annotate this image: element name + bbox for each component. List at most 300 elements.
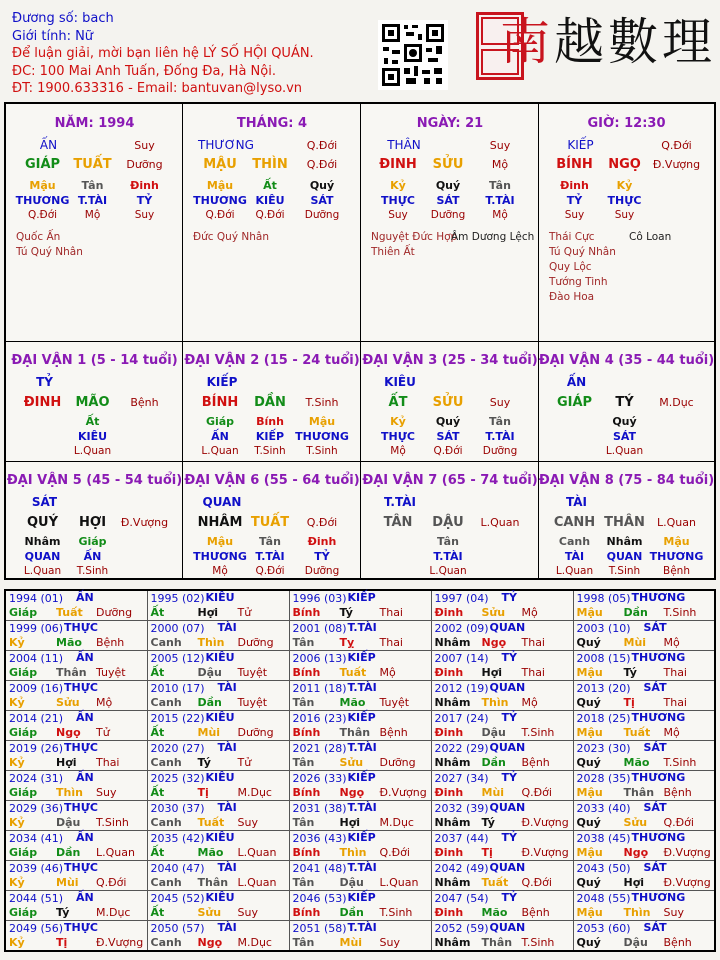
hidden-phase: Mộ <box>212 565 228 577</box>
year-cell <box>431 831 573 861</box>
table-row <box>5 771 715 801</box>
year-ten-god: THỰC <box>64 861 98 874</box>
earthly-branch: HỢI <box>78 515 107 530</box>
year-stem: Giáp <box>9 666 38 679</box>
phase: Q.Đới <box>306 158 338 171</box>
year-cell-content <box>290 831 431 860</box>
year-stem: Kỷ <box>9 696 25 709</box>
year-cell <box>573 651 715 681</box>
hidden-phase: L.Quan <box>555 565 594 577</box>
year-stem: Ất <box>150 666 165 679</box>
year-cell <box>431 621 573 651</box>
hidden-stem: Mậu <box>206 179 234 192</box>
hidden-phase: L.Quan <box>23 565 62 577</box>
hidden-god: THƯƠNG <box>295 430 349 443</box>
ten-god: TÀI <box>565 495 588 509</box>
hidden-god: QUAN <box>24 550 61 563</box>
year-ten-god: SÁT <box>643 801 667 814</box>
hidden-god: SÁT <box>436 430 460 443</box>
phase: Suy <box>489 139 511 152</box>
hidden-stem: Kỷ <box>390 179 406 192</box>
table-row <box>5 831 715 861</box>
year-branch: Tuất <box>56 606 83 619</box>
year-cell-content <box>6 621 147 650</box>
year-ten-god: KIÊU <box>205 891 235 904</box>
year-stem: Canh <box>150 696 182 709</box>
year-phase: Dưỡng <box>237 726 274 739</box>
star: Cô Loan <box>629 231 672 243</box>
hidden-god: THƯƠNG <box>193 194 247 207</box>
dai-van-cell <box>183 342 361 462</box>
earthly-branch: MÃO <box>75 395 110 410</box>
year-ten-god: THỰC <box>64 681 98 694</box>
year-cell <box>5 831 147 861</box>
table-row <box>5 921 715 952</box>
year-phase: Tuyệt <box>237 666 268 679</box>
qr-code-icon[interactable] <box>378 20 448 90</box>
year-stem: Bính <box>292 846 321 859</box>
year-stem: Ất <box>150 786 165 799</box>
year-cell-content <box>6 771 147 800</box>
year-stem: Giáp <box>9 726 38 739</box>
hidden-phase: Q.Đới <box>205 209 235 221</box>
year-phase: Suy <box>96 786 117 799</box>
year-phase: Q.Đới <box>663 816 694 829</box>
year-cell <box>431 891 573 921</box>
year-stem: Quý <box>576 756 601 769</box>
year-ten-god: KIÊU <box>205 771 235 784</box>
year-stem: Kỷ <box>9 816 25 829</box>
annual-table <box>4 589 716 952</box>
year-cell <box>289 741 431 771</box>
year-phase: L.Quan <box>96 846 135 859</box>
dai-van-title: ĐẠI VẬN 7 (65 - 74 tuổi) <box>362 473 538 488</box>
year-branch: Thìn <box>623 906 651 919</box>
year-cell <box>431 921 573 952</box>
phase: Suy <box>489 396 511 409</box>
ten-god: TỶ <box>36 375 53 389</box>
year-cell-content <box>574 681 715 710</box>
year-cell-content <box>148 891 289 920</box>
year-cell <box>573 921 715 952</box>
year-stem: Kỷ <box>9 936 25 949</box>
ten-god: KIẾP <box>567 138 594 152</box>
year-cell <box>573 590 715 621</box>
hidden-phase: L.Quan <box>73 445 112 457</box>
phase: Bệnh <box>130 396 159 409</box>
year-cell <box>573 711 715 741</box>
year-cell-content <box>290 891 431 920</box>
year-branch: Tuất <box>623 726 651 739</box>
year-cell-content <box>574 771 715 800</box>
heavenly-stem: BÍNH <box>201 395 239 410</box>
phone-email[interactable]: ĐT: 1900.633316 - Email: bantuvan@lyso.vn <box>12 81 303 96</box>
year-cell-content <box>290 801 431 830</box>
hidden-god: TỶ <box>136 194 153 207</box>
year-cell <box>147 771 289 801</box>
hidden-god: THƯƠNG <box>649 550 704 563</box>
earthly-branch: TÝ <box>615 395 634 410</box>
year-ten-god: ẤN <box>76 651 94 664</box>
year-cell <box>431 771 573 801</box>
year-label: 2039 (46) <box>9 862 64 875</box>
hidden-god: T.TÀI <box>485 194 515 207</box>
year-cell-content <box>574 621 715 650</box>
year-ten-god: QUAN <box>489 921 526 934</box>
year-branch: Hợi <box>623 876 645 889</box>
year-phase: Dưỡng <box>237 636 274 649</box>
year-ten-god: T.TÀI <box>347 681 377 694</box>
year-ten-god: THƯƠNG <box>631 711 686 724</box>
year-branch: Hợi <box>197 606 219 619</box>
year-cell <box>289 681 431 711</box>
hidden-phase: Dưỡng <box>482 445 518 457</box>
year-cell <box>5 711 147 741</box>
year-phase: T.Sinh <box>379 906 413 919</box>
hidden-god: SÁT <box>612 430 637 443</box>
hidden-god: KIẾP <box>255 430 285 443</box>
year-label: 2004 (11) <box>9 652 64 665</box>
phase: L.Quan <box>657 516 696 529</box>
year-ten-god: TÀI <box>217 861 237 874</box>
star: Tú Quý Nhân <box>16 246 83 258</box>
year-label: 2025 (32) <box>150 772 205 785</box>
year-phase: Mộ <box>521 696 538 709</box>
phase: Dưỡng <box>126 158 163 171</box>
year-ten-god: TỶ <box>501 831 517 844</box>
year-phase: Thai <box>663 696 687 709</box>
year-ten-god: THƯƠNG <box>631 591 686 604</box>
year-stem: Giáp <box>9 846 38 859</box>
year-label: 2008 (15) <box>576 652 631 665</box>
pillar-cell <box>183 104 361 342</box>
year-cell-content <box>432 891 573 920</box>
header-info <box>12 10 314 98</box>
star: Thái Cực <box>549 231 595 243</box>
year-ten-god: TÀI <box>217 921 237 934</box>
heavenly-stem: BÍNH <box>556 157 593 172</box>
ten-god: THÂN <box>387 138 421 152</box>
year-label: 2026 (33) <box>292 772 347 785</box>
phase: L.Quan <box>480 516 520 529</box>
year-cell-content <box>432 651 573 680</box>
year-cell <box>5 741 147 771</box>
year-phase: M.Dục <box>379 816 414 829</box>
phase: Q.Đới <box>306 516 338 529</box>
hidden-phase: L.Quan <box>429 565 467 577</box>
year-cell <box>147 711 289 741</box>
year-stem: Tân <box>292 876 315 889</box>
year-branch: Sửu <box>339 756 364 769</box>
year-cell-content <box>148 861 289 890</box>
year-stem: Canh <box>150 636 182 649</box>
year-phase: T.Sinh <box>521 726 555 739</box>
ten-god: ẤN <box>39 138 58 152</box>
year-ten-god: TÀI <box>217 741 237 754</box>
contact-invite: Để luận giải, mời bạn liên hệ LÝ SỐ HỘI QUÁN. <box>12 46 314 61</box>
year-ten-god: ẤN <box>76 891 94 904</box>
year-stem: Bính <box>292 906 321 919</box>
dai-van-title: ĐẠI VẬN 8 (75 - 84 tuổi) <box>538 473 715 488</box>
year-label: 2022 (29) <box>434 742 489 755</box>
ten-god: KIÊU <box>384 375 416 389</box>
year-cell <box>147 741 289 771</box>
phase: Đ.Vượng <box>120 516 169 529</box>
year-label: 2003 (10) <box>576 622 631 635</box>
year-branch: Dần <box>339 906 364 919</box>
year-ten-god: THỰC <box>64 801 98 814</box>
year-phase: Đ.Vượng <box>663 846 711 859</box>
year-ten-god: ẤN <box>76 831 94 844</box>
year-stem: Nhâm <box>434 936 471 949</box>
year-cell <box>147 921 289 952</box>
year-phase: Suy <box>663 906 684 919</box>
table-row <box>5 741 715 771</box>
year-cell <box>573 861 715 891</box>
hidden-phase: T.Sinh <box>254 445 286 457</box>
year-stem: Giáp <box>9 786 38 799</box>
year-ten-god: SÁT <box>643 921 667 934</box>
year-cell-content <box>148 741 289 770</box>
table-row <box>5 891 715 921</box>
year-cell-content <box>574 591 715 620</box>
year-cell <box>289 831 431 861</box>
year-phase: T.Sinh <box>96 816 129 829</box>
year-branch: Mão <box>339 696 366 709</box>
hidden-phase: Q.Đới <box>433 445 463 457</box>
year-ten-god: KIÊU <box>205 591 235 604</box>
year-label: 2007 (14) <box>434 652 489 665</box>
year-label: 2044 (51) <box>9 892 64 905</box>
table-row <box>5 681 715 711</box>
year-cell-content <box>574 891 715 920</box>
hidden-stem: Ất <box>263 179 277 192</box>
year-branch: Hợi <box>339 816 361 829</box>
year-branch: Dần <box>481 756 506 769</box>
year-branch: Ngọ <box>481 636 507 649</box>
year-cell-content <box>290 651 431 680</box>
star: Tướng Tinh <box>549 276 608 288</box>
year-cell <box>5 681 147 711</box>
year-cell-content <box>290 771 431 800</box>
year-label: 2031 (38) <box>292 802 347 815</box>
year-ten-god: T.TÀI <box>347 921 377 934</box>
year-label: 2023 (30) <box>576 742 631 755</box>
year-stem: Mậu <box>576 606 603 619</box>
hidden-god: QUAN <box>606 550 643 563</box>
year-branch: Tuất <box>197 816 225 829</box>
year-branch: Thìn <box>197 636 225 649</box>
year-cell <box>147 621 289 651</box>
year-cell-content <box>148 681 289 710</box>
year-ten-god: THỰC <box>64 741 98 754</box>
year-stem: Kỷ <box>9 876 25 889</box>
pillar-cell <box>6 104 183 342</box>
year-phase: Mộ <box>663 636 680 649</box>
year-cell <box>431 590 573 621</box>
year-phase: Bệnh <box>379 726 408 739</box>
year-phase: L.Quan <box>237 846 277 859</box>
year-stem: Tân <box>292 756 315 769</box>
year-stem: Đinh <box>434 726 464 739</box>
year-branch: Mão <box>481 906 508 919</box>
year-label: 2033 (40) <box>576 802 631 815</box>
year-cell-content <box>432 741 573 770</box>
ten-god: T.TÀI <box>384 495 416 509</box>
phase: Suy <box>134 139 155 152</box>
year-phase: Thai <box>521 666 545 679</box>
hidden-stem: Tân <box>489 415 511 428</box>
year-phase: L.Quan <box>237 876 277 889</box>
year-branch: Thìn <box>56 786 83 799</box>
year-label: 1995 (02) <box>150 592 205 605</box>
year-ten-god: ẤN <box>76 771 94 784</box>
hidden-god: KIÊU <box>77 430 108 443</box>
year-label: 2012 (19) <box>434 682 489 695</box>
year-branch: Dần <box>56 846 81 859</box>
hidden-phase: T.Sinh <box>76 565 109 577</box>
ten-god: THƯƠNG <box>198 138 254 152</box>
hidden-god: SÁT <box>310 194 334 207</box>
star: Thiên Ất <box>371 246 415 258</box>
year-label: 2013 (20) <box>576 682 631 695</box>
hidden-god: THỰC <box>381 430 415 443</box>
year-ten-god: T.TÀI <box>347 741 377 754</box>
year-ten-god: TÀI <box>217 681 237 694</box>
year-cell-content <box>432 591 573 620</box>
year-branch: Sửu <box>56 696 80 709</box>
year-stem: Ất <box>150 906 165 919</box>
year-cell <box>5 590 147 621</box>
year-cell <box>431 681 573 711</box>
year-stem: Bính <box>292 786 321 799</box>
pillar-title: NGÀY: 21 <box>416 116 484 131</box>
year-phase: Suy <box>379 936 400 949</box>
year-ten-god: SÁT <box>643 861 667 874</box>
year-label: 2005 (12) <box>150 652 205 665</box>
year-cell-content <box>148 831 289 860</box>
phase: Mộ <box>491 158 509 171</box>
year-cell-content <box>6 681 147 710</box>
year-cell <box>5 861 147 891</box>
year-stem: Mậu <box>576 666 603 679</box>
hidden-god: SÁT <box>436 194 460 207</box>
year-label: 2006 (13) <box>292 652 347 665</box>
year-phase: Tuyệt <box>379 696 410 709</box>
year-cell-content <box>574 651 715 680</box>
hidden-phase: T.Sinh <box>608 565 641 577</box>
year-stem: Quý <box>576 936 601 949</box>
hidden-phase: Q.Đới <box>255 209 285 221</box>
year-branch: Thìn <box>339 846 367 859</box>
year-cell <box>573 741 715 771</box>
year-branch: Hợi <box>56 756 77 769</box>
hidden-stem: Quý <box>309 179 335 192</box>
year-cell <box>147 801 289 831</box>
year-cell-content <box>6 831 147 860</box>
earthly-branch: DẦN <box>254 395 286 410</box>
year-label: 2045 (52) <box>150 892 205 905</box>
year-branch: Tý <box>197 756 211 769</box>
year-stem: Ất <box>150 846 165 859</box>
hidden-god: THỰC <box>607 194 642 207</box>
star: Nguyệt Đức Hợp <box>371 231 458 243</box>
year-cell <box>147 891 289 921</box>
year-label: 2037 (44) <box>434 832 489 845</box>
hidden-stem: Tân <box>81 179 104 192</box>
year-cell-content <box>6 861 147 890</box>
year-branch: Tý <box>481 816 495 829</box>
year-branch: Mùi <box>481 786 505 799</box>
year-label: 2052 (59) <box>434 922 489 935</box>
hidden-god: THỰC <box>381 194 415 207</box>
star: Quốc Ấn <box>16 231 61 243</box>
year-cell-content <box>290 741 431 770</box>
year-ten-god: ẤN <box>76 711 94 724</box>
table-row <box>5 621 715 651</box>
year-cell <box>289 801 431 831</box>
year-phase: M.Dục <box>237 936 272 949</box>
year-ten-god: KIẾP <box>347 891 376 904</box>
year-cell <box>431 711 573 741</box>
year-branch: Mùi <box>197 726 221 739</box>
year-label: 2028 (35) <box>576 772 631 785</box>
year-phase: Q.Đới <box>521 876 552 889</box>
year-phase: Tử <box>237 756 252 769</box>
year-stem: Nhâm <box>434 636 471 649</box>
year-label: 2021 (28) <box>292 742 347 755</box>
year-stem: Canh <box>150 756 182 769</box>
pillar-cell <box>539 104 714 342</box>
year-ten-god: T.TÀI <box>347 621 377 634</box>
year-stem: Mậu <box>576 726 603 739</box>
hidden-stem: Nhâm <box>24 535 61 548</box>
year-label: 2009 (16) <box>9 682 64 695</box>
year-label: 2040 (47) <box>150 862 205 875</box>
hidden-stem: Canh <box>558 535 591 548</box>
year-branch: Thân <box>197 876 229 889</box>
hidden-stem: Mậu <box>308 415 336 428</box>
year-phase: Thai <box>379 636 403 649</box>
dai-van-cell <box>361 342 539 462</box>
year-ten-god: THƯƠNG <box>631 651 686 664</box>
year-stem: Nhâm <box>434 816 471 829</box>
hidden-god: THƯƠNG <box>193 550 247 563</box>
year-branch: Tuất <box>339 666 367 679</box>
year-ten-god: KIẾP <box>347 591 376 604</box>
year-ten-god: SÁT <box>643 681 667 694</box>
year-cell <box>289 921 431 952</box>
year-stem: Ất <box>150 606 165 619</box>
year-phase: M.Dục <box>96 906 131 919</box>
year-stem: Đinh <box>434 906 464 919</box>
year-phase: Bệnh <box>663 936 692 949</box>
year-label: 2038 (45) <box>576 832 631 845</box>
year-cell <box>289 651 431 681</box>
year-ten-god: KIẾP <box>347 831 376 844</box>
hidden-god: TỶ <box>314 550 330 563</box>
year-label: 2050 (57) <box>150 922 205 935</box>
year-stem: Nhâm <box>434 756 471 769</box>
year-phase: Mộ <box>663 726 680 739</box>
dai-van-title: ĐẠI VẬN 6 (55 - 64 tuổi) <box>184 473 360 488</box>
year-branch: Sửu <box>481 606 506 619</box>
year-cell <box>147 861 289 891</box>
hidden-stem: Tân <box>259 535 281 548</box>
dai-van-cell <box>539 462 714 578</box>
hidden-stem: Quý <box>435 415 461 428</box>
gender: Giới tính: Nữ <box>12 28 94 44</box>
